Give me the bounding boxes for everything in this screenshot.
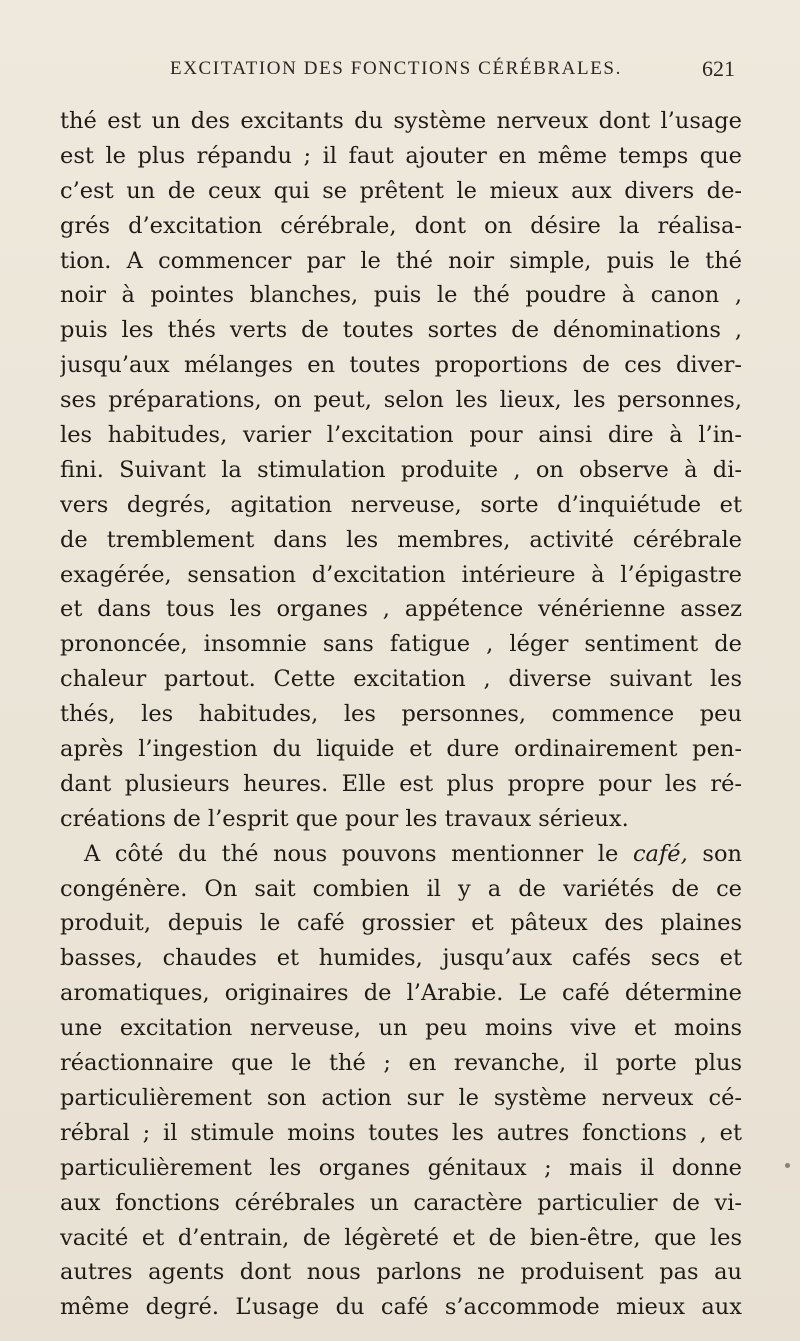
paragraph-coffee — [60, 837, 742, 1325]
text-line: aux fonctions cérébrales un caractère particulier de vi- — [60, 1189, 742, 1216]
paper-speck — [785, 1163, 790, 1168]
running-head — [60, 58, 760, 88]
body-text — [60, 104, 742, 1325]
text-line: créations de l’esprit que pour les travaux sérieux. — [60, 805, 629, 832]
text-line: exagérée, sensation d’excitation intérieure à l’épigastre — [60, 561, 742, 588]
text-run: son — [687, 840, 742, 867]
text-line: produit, depuis le café grossier et pâteux des plaines — [60, 910, 742, 937]
text-line — [60, 837, 742, 872]
text-line: congénère. On sait combien il y a de variétés de ce — [60, 875, 742, 902]
text-line: particulièrement les organes génitaux ; mais il donne — [60, 1154, 742, 1181]
text-line: chaleur partout. Cette excitation , diverse suivant les — [60, 666, 742, 693]
text-line: prononcée, insomnie sans fatigue , léger sentiment de — [60, 631, 742, 658]
text-line: vers degrés, agitation nerveuse, sorte d’inquiétude et — [60, 491, 742, 518]
text-line: même degré. L’usage du café s’accommode mieux aux — [60, 1294, 742, 1321]
text-line: basses, chaudes et humides, jusqu’aux cafés secs et — [60, 945, 742, 972]
text-line: vacité et d’entrain, de légèreté et de bien-être, que les — [60, 1224, 742, 1251]
text-line: est le plus répandu ; il faut ajouter en même temps que — [60, 142, 742, 169]
text-line: jusqu’aux mélanges en toutes proportions de ces diver- — [60, 352, 742, 379]
text-line: dant plusieurs heures. Elle est plus propre pour les ré- — [60, 770, 742, 797]
text-line: autres agents dont nous parlons ne produisent pas au — [60, 1259, 742, 1286]
paragraph-tea — [60, 104, 742, 837]
text-line: les habitudes, varier l’excitation pour ainsi dire à l’in- — [60, 422, 742, 449]
page-number: 621 — [702, 56, 735, 81]
text-line: thés, les habitudes, les personnes, commence peu — [60, 701, 742, 728]
text-line: fini. Suivant la stimulation produite , on observe à di- — [60, 456, 742, 483]
text-line: tion. A commencer par le thé noir simple, puis le thé — [60, 247, 742, 274]
text-line: particulièrement son action sur le système nerveux cé- — [60, 1084, 742, 1111]
text-line: grés d’excitation cérébrale, dont on désire la réalisa- — [60, 212, 742, 239]
text-line: puis les thés verts de toutes sortes de dénominations , — [60, 317, 742, 344]
italic-word-cafe: café, — [632, 840, 688, 867]
text-line: de tremblement dans les membres, activité cérébrale — [60, 526, 742, 553]
text-run: A côté du thé nous pouvons mentionner le — [84, 840, 633, 867]
text-line: une excitation nerveuse, un peu moins vive et moins — [60, 1015, 742, 1042]
text-line: après l’ingestion du liquide et dure ordinairement pen- — [60, 736, 742, 763]
text-line: c’est un de ceux qui se prêtent le mieux aux divers de- — [60, 177, 742, 204]
text-line: réactionnaire que le thé ; en revanche, il porte plus — [60, 1050, 742, 1077]
text-line: thé est un des excitants du système nerveux dont l’usage — [60, 108, 742, 134]
text-line: ses préparations, on peut, selon les lieux, les personnes, — [60, 387, 742, 414]
text-line: aromatiques, originaires de l’Arabie. Le café détermine — [60, 980, 742, 1007]
running-title: EXCITATION DES FONCTIONS CÉRÉBRALES. — [170, 58, 622, 79]
text-line: rébral ; il stimule moins toutes les autres fonctions , et — [60, 1119, 742, 1146]
text-line: et dans tous les organes , appétence vénérienne assez — [60, 596, 742, 623]
text-line: noir à pointes blanches, puis le thé poudre à canon , — [60, 282, 742, 309]
